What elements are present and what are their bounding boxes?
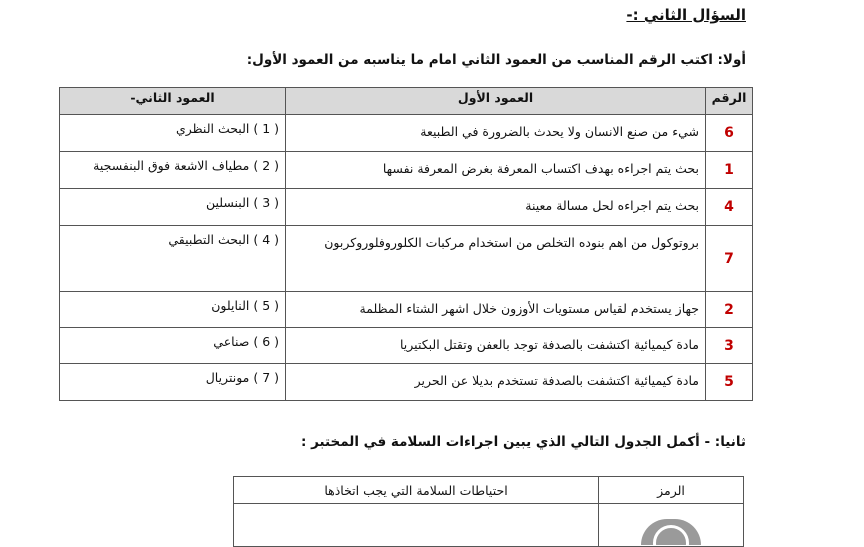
- header-column-two: العمود الثاني-: [60, 88, 286, 115]
- column-one-cell: جهاز يستخدم لقياس مستويات الأوزون خلال اشهر الشتاء المظلمة: [286, 292, 706, 328]
- safety-header-row: [234, 477, 744, 504]
- precautions-cell: [234, 504, 599, 547]
- column-one-cell: شيء من صنع الانسان ولا يحدث بالضرورة في الطبيعة: [286, 115, 706, 152]
- answer-number: 6: [706, 115, 753, 152]
- table-row: [60, 364, 753, 401]
- table-row: [60, 115, 753, 152]
- table-row: [60, 189, 753, 226]
- symbol-cell: [599, 504, 744, 547]
- table-row: [60, 226, 753, 292]
- column-two-cell: ( 5 ) النايلون: [60, 292, 286, 328]
- matching-table: [59, 87, 753, 401]
- table-row: [234, 504, 744, 547]
- part2-instruction: ثانيا: - أكمل الجدول التالي الذي يبين اجراءات السلامة في المختبر :: [300, 434, 746, 450]
- column-two-cell: ( 4 ) البحث التطبيقي: [60, 226, 286, 292]
- question-title: السؤال الثاني :-: [626, 6, 746, 24]
- header-number: الرقم: [706, 88, 753, 115]
- header-column-one: العمود الأول: [286, 88, 706, 115]
- column-one-cell: مادة كيميائية اكتشفت بالصدفة توجد بالعفن وتقتل البكتيريا: [286, 328, 706, 364]
- answer-number: 5: [706, 364, 753, 401]
- column-two-cell: ( 6 ) صناعي: [60, 328, 286, 364]
- answer-number: 1: [706, 152, 753, 189]
- table-header-row: [60, 88, 753, 115]
- column-one-cell: مادة كيميائية اكتشفت بالصدفة تستخدم بديلا عن الحرير: [286, 364, 706, 401]
- column-two-cell: ( 7 ) مونتريال: [60, 364, 286, 401]
- safety-symbol-icon: [641, 519, 701, 545]
- column-two-cell: ( 1 ) البحث النظري: [60, 115, 286, 152]
- part1-instruction: أولا: اكتب الرقم المناسب من العمود الثاني امام ما يناسبه من العمود الأول:: [246, 52, 746, 68]
- column-one-cell: بحث يتم اجراءه بهدف اكتساب المعرفة بغرض المعرفة نفسها: [286, 152, 706, 189]
- column-two-cell: ( 3 ) البنسلين: [60, 189, 286, 226]
- column-one-cell: بحث يتم اجراءه لحل مسالة معينة: [286, 189, 706, 226]
- header-precautions: احتياطات السلامة التي يجب اتخاذها: [234, 477, 599, 504]
- answer-number: 4: [706, 189, 753, 226]
- header-symbol: الرمز: [599, 477, 744, 504]
- answer-number: 3: [706, 328, 753, 364]
- column-one-cell: بروتوكول من اهم بنوده التخلص من استخدام مركبات الكلوروفلوروكربون: [286, 226, 706, 292]
- answer-number: 2: [706, 292, 753, 328]
- table-row: [60, 328, 753, 364]
- column-two-cell: ( 2 ) مطياف الاشعة فوق البنفسجية: [60, 152, 286, 189]
- table-row: [60, 152, 753, 189]
- safety-table: [233, 476, 744, 547]
- answer-number: 7: [706, 226, 753, 292]
- table-row: [60, 292, 753, 328]
